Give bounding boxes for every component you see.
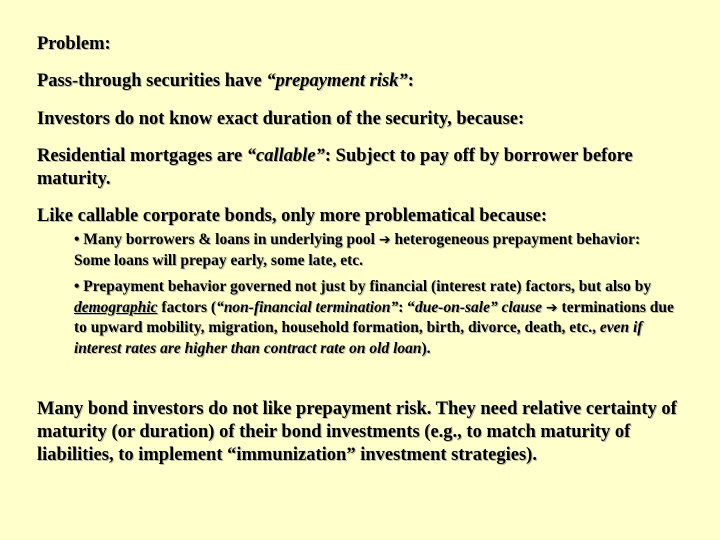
text-segment: • Prepayment behavior governed not just by financial (interest rate) factors, but also by	[74, 278, 652, 295]
text-segment: :	[407, 71, 414, 91]
callable-bonds-line: Like callable corporate bonds, only more problematical because:	[37, 206, 548, 226]
prepayment-risk-line	[37, 70, 687, 93]
text-segment: ).	[421, 339, 431, 357]
text-segment: : “	[398, 298, 416, 316]
duration-line: Investors do not know exact duration of the security, because:	[37, 109, 525, 129]
italic-term: “callable”	[246, 146, 325, 166]
text-segment: heterogeneous prepayment behavior: Some loans will prepay early, some late, etc.	[74, 231, 641, 269]
callable-paragraph	[37, 145, 687, 191]
italic-term: “non-financial termination”	[216, 298, 399, 316]
slide-title: Problem:	[37, 34, 111, 54]
text-segment: Residential mortgages are	[37, 146, 247, 166]
right-arrow-icon: ➔	[378, 232, 391, 248]
text-segment: : Subject to pay off by borrower before maturity.	[37, 146, 633, 189]
bullet-heterogeneous	[74, 230, 674, 271]
text-segment: • Many borrowers & loans in underlying pool	[74, 231, 379, 248]
text-segment: factors (	[157, 298, 217, 316]
bond-investors-paragraph: Many bond investors do not like prepayment risk. They need relative certainty of maturity (or duration) of their bond investments (e.g., to match maturity of liabilities, to implement “immunization” investment strategies).	[37, 399, 677, 465]
italic-term: “prepayment risk”	[266, 71, 408, 91]
bullet-demographic	[74, 277, 674, 359]
text-segment: terminations due to upward mobility, migration, household formation, birth, divorce, death, etc.,	[74, 298, 674, 336]
right-arrow-icon: ➔	[545, 299, 558, 316]
underlined-term: demographic	[74, 298, 158, 316]
italic-term: even if interest rates are higher than contract rate on old loan	[74, 319, 643, 357]
italic-term: due-on-sale” clause	[415, 298, 543, 316]
text-segment: Pass-through securities have	[37, 71, 267, 91]
